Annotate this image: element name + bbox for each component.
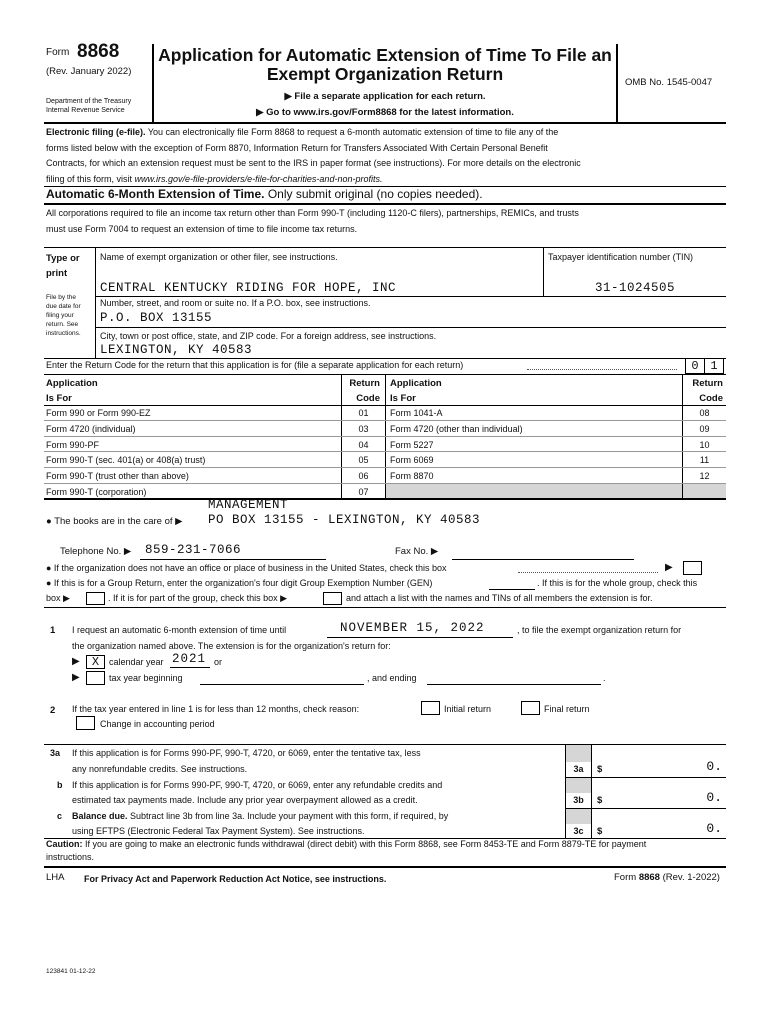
- instruction-separate: ▶ File a separate application for each return.: [284, 91, 486, 102]
- line3b-label: 3b: [573, 795, 584, 805]
- arrow-icon: ▶: [72, 656, 80, 667]
- telephone-field[interactable]: 859-231-7066: [145, 543, 242, 557]
- caution-note: Caution: If you are going to make an electronic funds withdrawal (direct debit) with this Form 8868, see Form 8453-TE and Form 8879-TE for payment instructions.: [46, 839, 647, 862]
- form-code: 123841 01-12-22: [46, 968, 96, 975]
- auto-extension-text: All corporations required to file an income tax return other than Form 990-T (including 1120-C filers), partnerships, REMICs, and trusts must use Form 7004 to request an extension of time to file income tax returns.: [46, 208, 579, 234]
- line2-number: 2: [50, 705, 56, 716]
- line3a-amount[interactable]: 0.: [706, 759, 722, 774]
- form-title-line2: Exempt Organization Return: [266, 64, 504, 84]
- org-name-field[interactable]: CENTRAL KENTUCKY RIDING FOR HOPE, INC: [100, 281, 397, 295]
- table-header-isfor-right: Is For: [390, 393, 416, 404]
- line3a-number: 3a: [50, 748, 61, 758]
- initial-return-checkbox[interactable]: [421, 701, 440, 715]
- form-number: 8868: [77, 41, 120, 62]
- no-us-office-text: ● If the organization does not have an office or place of business in the United States, check this box: [46, 563, 447, 573]
- table-row: Form 990-T (sec. 401(a) or 408(a) trust): [46, 455, 206, 465]
- efile-link[interactable]: www.irs.gov/e-file-providers/e-file-for-charities-and-non-profits.: [134, 173, 383, 184]
- street-field[interactable]: P.O. BOX 13155: [100, 311, 213, 325]
- fax-field[interactable]: [452, 559, 634, 560]
- line3a-label: 3a: [573, 764, 584, 774]
- part-group-checkbox[interactable]: [323, 592, 342, 605]
- table-header-application-right: Application: [390, 378, 442, 389]
- arrow-icon: ▶: [72, 672, 80, 683]
- extension-date-field[interactable]: NOVEMBER 15, 2022: [340, 621, 485, 635]
- table-header-code-left: Code: [356, 393, 380, 404]
- books-care-label: ● The books are in the care of ▶: [46, 516, 183, 527]
- file-by-note: File by the due date for filing your return. See instructions.: [46, 294, 81, 337]
- privacy-notice: For Privacy Act and Paperwork Reduction Act Notice, see instructions.: [84, 874, 387, 884]
- line3a-text: If this application is for Forms 990-PF, 990-T, 4720, or 6069, enter the tentative tax, less: [72, 748, 421, 758]
- table-row: Form 4720 (individual): [46, 424, 136, 434]
- omb-number: OMB No. 1545-0047: [625, 77, 713, 88]
- final-return-checkbox[interactable]: [521, 701, 540, 715]
- dollar-sign: $: [597, 826, 603, 837]
- final-return-label: Final return: [544, 704, 590, 714]
- tax-year-begin-field[interactable]: [200, 684, 364, 685]
- group-return-text: ● If this is for a Group Return, enter the organization's four digit Group Exemption Number (GEN): [46, 578, 433, 588]
- line1-text-2: the organization named above. The extension is for the organization's return for:: [72, 641, 391, 651]
- lha-label: LHA: [46, 872, 65, 883]
- no-us-office-checkbox[interactable]: [683, 561, 702, 575]
- part-group-text: . If it is for part of the group, check this box ▶: [108, 593, 288, 603]
- form-revision: (Rev. January 2022): [46, 66, 132, 77]
- tin-label: Taxpayer identification number (TIN): [548, 252, 694, 262]
- city-label: City, town or post office, state, and ZIP code. For a foreign address, see instructions.: [100, 331, 437, 341]
- tin-field[interactable]: 31-1024505: [594, 281, 675, 295]
- line3c-text: Balance due. Subtract line 3b from line 3a. Include your payment with this form, if required, by: [72, 811, 449, 821]
- instruction-website: ▶ Go to www.irs.gov/Form8868 for the latest information.: [256, 107, 514, 118]
- line3c-label: 3c: [573, 826, 584, 836]
- arrow-icon: ▶: [665, 562, 673, 573]
- table-header-return-left: Return: [349, 378, 380, 389]
- table-header-application-left: Application: [46, 378, 98, 389]
- auto-extension-heading: Automatic 6-Month Extension of Time. Only submit original (no copies needed).: [46, 187, 483, 201]
- table-row: Form 4720 (other than individual): [390, 424, 523, 434]
- books-care-address[interactable]: PO BOX 13155 - LEXINGTON, KY 40583: [208, 513, 481, 527]
- line1-number: 1: [50, 625, 56, 636]
- org-name-label: Name of exempt organization or other filer, see instructions.: [100, 252, 338, 262]
- table-row: Form 990 or Form 990-EZ: [46, 408, 151, 418]
- line3b-text: If this application is for Forms 990-PF, 990-T, 4720, or 6069, enter any refundable credits and: [72, 780, 443, 790]
- whole-group-checkbox[interactable]: [86, 592, 105, 605]
- line3b-number: b: [57, 780, 63, 790]
- return-code-digit-2[interactable]: 1: [704, 358, 724, 374]
- form-title-line1: Application for Automatic Extension of Time To File an: [158, 45, 612, 65]
- or-label: or: [214, 657, 223, 667]
- gen-field[interactable]: [489, 589, 535, 590]
- table-row: Form 990-T (trust other than above): [46, 471, 189, 481]
- table-row: Form 990-T (corporation): [46, 487, 147, 497]
- table-shaded-cell: [386, 483, 726, 498]
- fax-label: Fax No. ▶: [395, 546, 439, 557]
- line1-text-cont: , to file the exempt organization return for: [517, 625, 682, 635]
- type-or-print-label: Type or: [46, 253, 80, 264]
- books-care-name[interactable]: MANAGEMENT: [208, 498, 289, 512]
- table-row: Form 8870: [390, 471, 434, 481]
- table-header-isfor-left: Is For: [46, 393, 72, 404]
- table-header-return-right: Return: [692, 378, 723, 389]
- form-label: Form: [46, 47, 70, 58]
- footer-form-id: Form 8868 (Rev. 1-2022): [614, 872, 720, 883]
- dollar-sign: $: [597, 795, 603, 806]
- line3c-number: c: [57, 811, 63, 821]
- line3b-amount[interactable]: 0.: [706, 790, 722, 805]
- tax-year-checkbox[interactable]: [86, 671, 105, 685]
- line1-text: I request an automatic 6-month extension of time until: [72, 625, 287, 635]
- table-row: Form 1041-A: [390, 408, 443, 418]
- calendar-year-field[interactable]: 2021: [172, 652, 207, 666]
- line2-text: If the tax year entered in line 1 is for less than 12 months, check reason:: [72, 704, 360, 714]
- dollar-sign: $: [597, 764, 603, 775]
- tax-year-label: tax year beginning: [109, 673, 183, 683]
- table-row: Form 990-PF: [46, 440, 100, 450]
- group-return-whole-text: . If this is for the whole group, check this: [537, 578, 698, 588]
- calendar-year-label: calendar year: [109, 657, 164, 667]
- efile-paragraph: Electronic filing (e-file). You can electronically file Form 8868 to request a 6-month automatic extension of time to file any of the forms listed below with the exception of Form 8870, Information Return for Transfers Associated With Certain Personal Benefit Contracts, for which an extension request must be sent to the IRS in paper format (see instructions). For more details on the electronic filing of this form, visit www.irs.gov/e-file-providers/e-file-for-charities-and-non-profits.: [46, 127, 581, 184]
- tax-year-end-field[interactable]: [427, 684, 601, 685]
- telephone-label: Telephone No. ▶: [60, 546, 132, 557]
- dept-line1: Department of the Treasury: [46, 98, 132, 105]
- table-row: Form 6069: [390, 455, 434, 465]
- return-code-prompt: Enter the Return Code for the return that this application is for (file a separate application for each return): [46, 360, 464, 370]
- ending-label: , and ending: [367, 673, 417, 683]
- accounting-change-checkbox[interactable]: [76, 716, 95, 730]
- attach-list-text: and attach a list with the names and TINs of all members the extension is for.: [346, 593, 653, 603]
- table-row: Form 5227: [390, 440, 434, 450]
- efile-label: Electronic filing (e-file).: [46, 127, 146, 137]
- group-box-label: box ▶: [46, 593, 70, 603]
- line3c-amount[interactable]: 0.: [706, 821, 722, 836]
- street-label: Number, street, and room or suite no. If a P.O. box, see instructions.: [100, 298, 371, 308]
- initial-return-label: Initial return: [444, 704, 492, 714]
- table-header-code-right: Code: [699, 393, 723, 404]
- city-field[interactable]: LEXINGTON, KY 40583: [100, 343, 253, 357]
- calendar-year-checkbox[interactable]: X: [86, 655, 105, 669]
- dept-line2: Internal Revenue Service: [46, 107, 125, 114]
- return-code-digit-1[interactable]: 0: [685, 358, 705, 374]
- accounting-change-label: Change in accounting period: [100, 719, 215, 729]
